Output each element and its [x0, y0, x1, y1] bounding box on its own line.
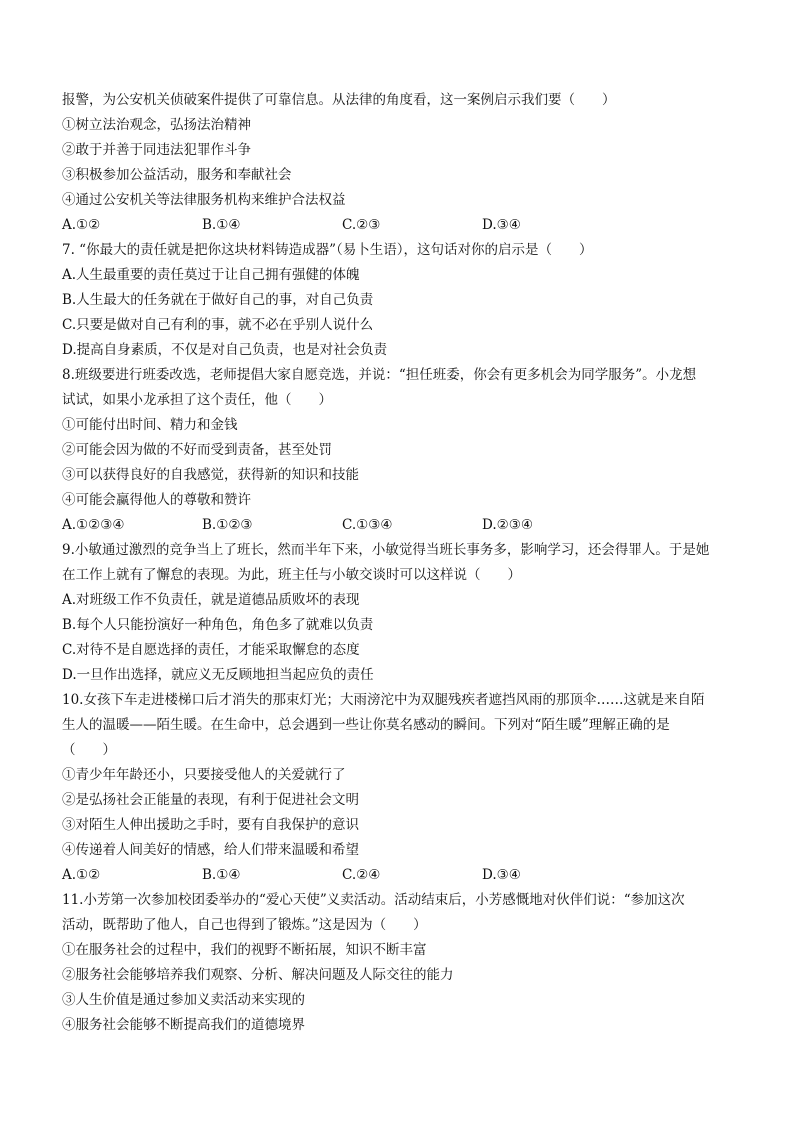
- question-stem: 试试，如果小龙承担了这个责任，他（ ）: [62, 392, 332, 408]
- question-9: [62, 538, 742, 688]
- option-c: C.②④: [342, 867, 381, 883]
- statement: ④服务社会能够不断提高我们的道德境界: [62, 1017, 305, 1033]
- text-line: ②敢于并善于同违法犯罪作斗争: [62, 142, 251, 158]
- text-line: ③积极参加公益活动，服务和奉献社会: [62, 167, 292, 183]
- statement: ④可能会赢得他人的尊敬和赞许: [62, 492, 251, 508]
- statement: ②是弘扬社会正能量的表现，有利于促进社会文明: [62, 792, 359, 808]
- question-8: [62, 363, 742, 538]
- answer-options: [62, 513, 742, 538]
- statement: ②可能会因为做的不好而受到责备，甚至处罚: [62, 442, 332, 458]
- option-b: B.①④: [202, 217, 241, 233]
- option-d: D.②③④: [482, 517, 533, 533]
- question-6-continued: [62, 88, 742, 238]
- option-a: A.①②: [62, 217, 101, 233]
- option-a: A.①②③④: [62, 517, 125, 533]
- option-b: B.人生最大的任务就在于做好自己的事，对自己负责: [62, 292, 374, 308]
- option-b: B.①④: [202, 867, 241, 883]
- statement: ①可能付出时间、精力和金钱: [62, 417, 238, 433]
- statement: ④传递着人间美好的情感，给人们带来温暖和希望: [62, 842, 359, 858]
- statement: ③人生价值是通过参加义卖活动来实现的: [62, 992, 305, 1008]
- option-a: A.对班级工作不负责任，就是道德品质败坏的表现: [62, 592, 360, 608]
- statement: ③对陌生人伸出援助之手时，要有自我保护的意识: [62, 817, 359, 833]
- option-d: D.提高自身素质，不仅是对自己负责，也是对社会负责: [62, 342, 388, 358]
- question-stem: 11.小芳第一次参加校团委举办的“爱心天使”义卖活动。活动结束后，小芳感慨地对伙伴们说：“参加这次: [62, 892, 685, 908]
- text-line: 报警，为公安机关侦破案件提供了可靠信息。从法律的角度看，这一案例启示我们要（ ）: [62, 92, 616, 108]
- option-b: B.①②③: [202, 517, 253, 533]
- answer-options: [62, 863, 742, 888]
- text-line: ④通过公安机关等法律服务机构来维护合法权益: [62, 192, 346, 208]
- text-line: ①树立法治观念，弘扬法治精神: [62, 117, 251, 133]
- option-c: C.只要是做对自己有利的事，就不必在乎别人说什么: [62, 317, 374, 333]
- statement: ①在服务社会的过程中，我们的视野不断拓展，知识不断丰富: [62, 942, 427, 958]
- option-a: A.①②: [62, 867, 101, 883]
- question-stem: 生人的温暖——陌生暖。在生命中，总会遇到一些让你莫名感动的瞬间。下列对“陌生暖”理解正确的是: [62, 717, 670, 733]
- statement: ③可以获得良好的自我感觉，获得新的知识和技能: [62, 467, 359, 483]
- option-d: D.③④: [482, 217, 521, 233]
- question-10: [62, 688, 742, 888]
- question-stem: 活动，既帮助了他人，自己也得到了锻炼。”这是因为（ ）: [62, 917, 427, 933]
- statement: ①青少年年龄还小，只要接受他人的关爱就行了: [62, 767, 346, 783]
- option-d: D.一旦作出选择，就应义无反顾地担当起应负的责任: [62, 667, 374, 683]
- question-stem: 8.班级要进行班委改选，老师提倡大家自愿竞选，并说：“担任班委，你会有更多机会为同学服务”。小龙想: [62, 367, 697, 383]
- document-page: [62, 88, 742, 1038]
- option-b: B.每个人只能扮演好一种角色，角色多了就难以负责: [62, 617, 374, 633]
- option-c: C.②③: [342, 217, 381, 233]
- question-stem: 在工作上就有了懈怠的表现。为此，班主任与小敏交谈时可以这样说（ ）: [62, 567, 521, 583]
- question-11: [62, 888, 742, 1038]
- question-7: [62, 238, 742, 363]
- question-stem: 9.小敏通过激烈的竞争当上了班长，然而半年下来，小敏觉得当班长事务多，影响学习，还会得罪人。于是她: [62, 542, 710, 558]
- option-c: C.①③④: [342, 517, 393, 533]
- question-stem: 10.女孩下车走进楼梯口后才消失的那束灯光；大雨滂沱中为双腿残疾者遮挡风雨的那顶伞……这就是来自陌: [62, 692, 705, 708]
- question-stem: 7. “你最大的责任就是把你这块材料铸造成器”（易卜生语），这句话对你的启示是（ ）: [62, 242, 593, 258]
- answer-options: [62, 213, 742, 238]
- option-d: D.③④: [482, 867, 521, 883]
- question-stem: （ ）: [62, 742, 116, 758]
- option-c: C.对待不是自愿选择的责任，才能采取懈怠的态度: [62, 642, 360, 658]
- option-a: A.人生最重要的责任莫过于让自己拥有强健的体魄: [62, 267, 360, 283]
- statement: ②服务社会能够培养我们观察、分析、解决问题及人际交往的能力: [62, 967, 454, 983]
